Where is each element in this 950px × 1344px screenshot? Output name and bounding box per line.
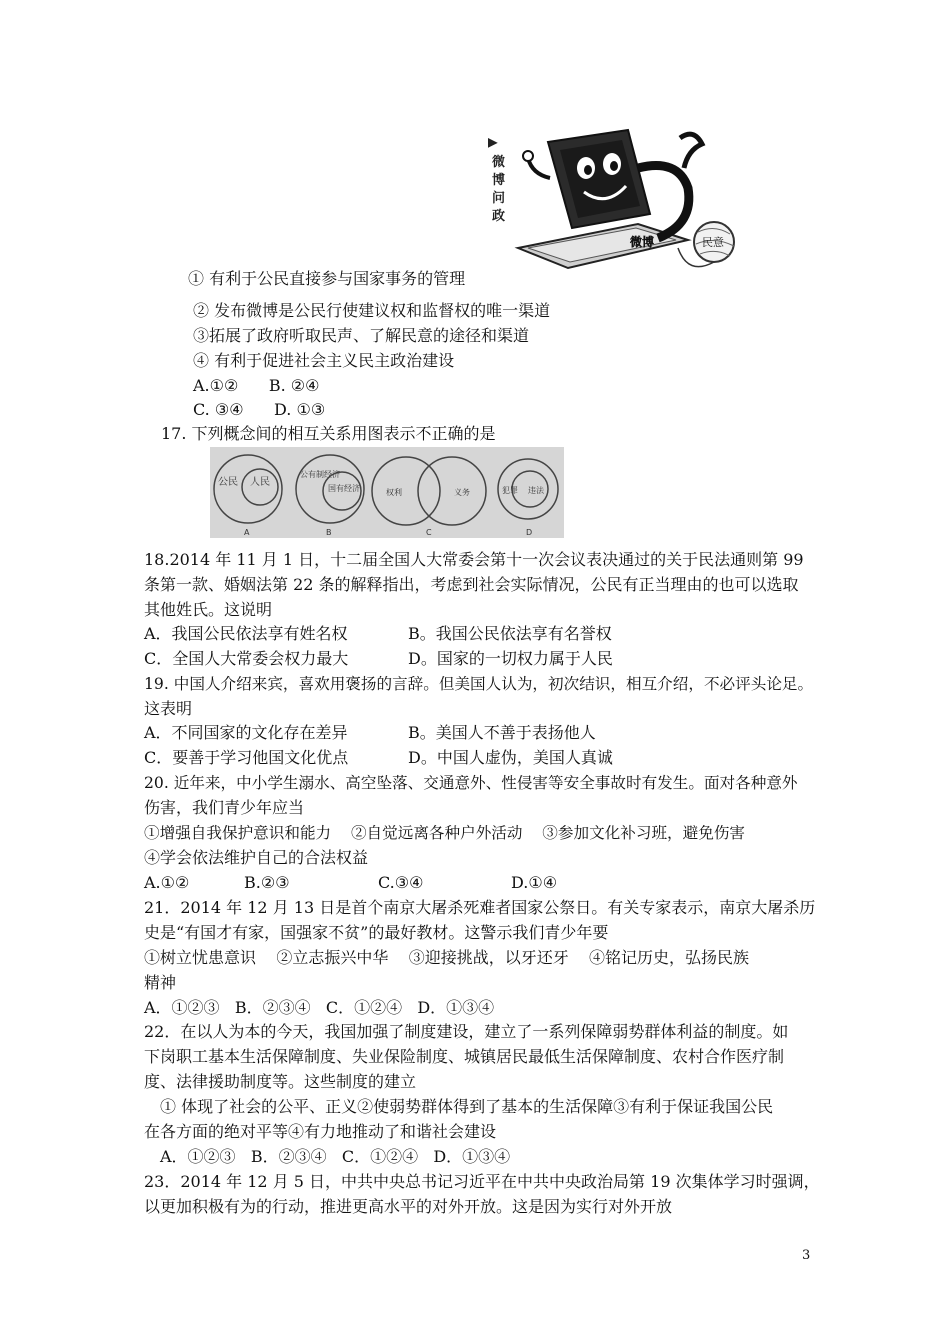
q19-line-1: 19. 中国人介绍来宾，喜欢用褒扬的言辞。但美国人认为，初次结识，相互介绍，不必评头论足。 bbox=[144, 675, 814, 693]
q20-line-4: ④学会依法维护自己的合法权益 bbox=[144, 848, 369, 867]
diagram-b-outer-label: 公有制经济 bbox=[300, 470, 340, 479]
q16-choices-cd: C. ③④ D. ①③ bbox=[193, 400, 326, 419]
q19-line-2: 这表明 bbox=[144, 699, 193, 718]
q18-line-1: 18.2014 年 11 月 1 日，十二届全国人大常委会第十一次会议表决通过的关于民法通则第 99 bbox=[144, 550, 804, 569]
page-number: 3 bbox=[802, 1248, 811, 1263]
q22-choices: A．①②③ B．②③④ C．①②④ D．①③④ bbox=[160, 1147, 511, 1166]
weibo-politics-cartoon bbox=[488, 128, 740, 278]
q20-option-d: D.①④ bbox=[511, 873, 558, 892]
diagram-d-letter: D bbox=[526, 528, 533, 537]
q19-option-d: D。中国人虚伪，美国人真诚 bbox=[408, 748, 613, 767]
q16-option-2: ② 发布微博是公民行使建议权和监督权的唯一渠道 bbox=[193, 301, 551, 320]
q16-option-3: ③拓展了政府听取民声、了解民意的途径和渠道 bbox=[193, 326, 530, 345]
q21-line-2: 史是“有国才有家，国强家不贫”的最好教材。这警示我们青少年要 bbox=[144, 923, 609, 942]
q18-line-3: 其他姓氏。这说明 bbox=[144, 600, 273, 619]
svg-text:微: 微 bbox=[492, 155, 506, 170]
diagram-a-letter: A bbox=[244, 528, 250, 537]
q22-line-3: 度、法律援助制度等。这些制度的建立 bbox=[144, 1072, 417, 1091]
svg-text:博: 博 bbox=[492, 173, 506, 188]
q23-line-1: 23．2014 年 12 月 5 日，中共中央总书记习近平在中共中央政治局第 19 次集体学习时强调， bbox=[144, 1172, 820, 1191]
q22-line-5: 在各方面的绝对平等④有力地推动了和谐社会建设 bbox=[144, 1122, 497, 1141]
q19-option-a: A．不同国家的文化存在差异 bbox=[144, 723, 348, 742]
q16-choices-ab: A.①② B. ②④ bbox=[193, 376, 320, 395]
q22-line-4: ① 体现了社会的公平、正义②使弱势群体得到了基本的生活保障③有利于保证我国公民 bbox=[160, 1097, 774, 1116]
q22-line-1: 22．在以人为本的今天，我国加强了制度建设，建立了一系列保障弱势群体利益的制度。如 bbox=[144, 1022, 789, 1041]
q23-line-2: 以更加积极有为的行动，推进更高水平的对外开放。这是因为实行对外开放 bbox=[144, 1197, 673, 1216]
q21-line-4: 精神 bbox=[144, 973, 177, 992]
diagram-b-inner-label: 国有经济 bbox=[328, 484, 360, 493]
svg-text:政: 政 bbox=[492, 209, 506, 224]
q20-option-a: A.①② bbox=[144, 873, 190, 892]
concept-relationship-diagram bbox=[210, 447, 564, 538]
cartoon-weibo-label: 微博 bbox=[630, 235, 655, 249]
q20-option-b: B.②③ bbox=[244, 873, 290, 892]
q22-line-2: 下岗职工基本生活保障制度、失业保险制度、城镇居民最低生活保障制度、农村合作医疗制 bbox=[144, 1047, 785, 1066]
diagram-a-inner-label: 人民 bbox=[250, 477, 270, 488]
q18-option-b: B。我国公民依法享有名誉权 bbox=[408, 624, 612, 643]
cartoon-side-label bbox=[492, 154, 505, 224]
diagram-b-letter: B bbox=[326, 528, 332, 537]
q20-line-3: ①增强自我保护意识和能力 ②自觉远离各种户外活动 ③参加文化补习班，避免伤害 bbox=[144, 824, 746, 842]
diagram-c-left-label: 权利 bbox=[386, 488, 402, 497]
diagram-d-outer-label: 犯罪 bbox=[502, 486, 518, 495]
svg-text:问: 问 bbox=[492, 191, 506, 206]
q18-option-d: D。国家的一切权力属于人民 bbox=[408, 649, 613, 668]
q21-line-3: ①树立忧患意识 ②立志振兴中华 ③迎接挑战，以牙还牙 ④铭记历史，弘扬民族 bbox=[144, 948, 750, 967]
q21-line-1: 21．2014 年 12 月 13 日是首个南京大屠杀死难者国家公祭日。有关专家表示，南京大屠杀历 bbox=[144, 898, 816, 917]
q20-option-c: C.③④ bbox=[378, 873, 424, 892]
cartoon-minyi-label: 民意 bbox=[702, 236, 724, 249]
diagram-d-inner-label: 违法 bbox=[528, 486, 544, 495]
q18-option-a: A．我国公民依法享有姓名权 bbox=[144, 624, 348, 643]
cartoon-side-text: ▶ bbox=[488, 135, 498, 149]
q16-option-4: ④ 有利于促进社会主义民主政治建设 bbox=[193, 351, 455, 370]
diagram-c-right-label: 义务 bbox=[454, 488, 470, 497]
q19-option-c: C．要善于学习他国文化优点 bbox=[144, 748, 349, 767]
diagram-a-outer-label: 公民 bbox=[218, 477, 238, 488]
q18-line-2: 条第一款、婚姻法第 22 条的解释指出，考虑到社会实际情况，公民有正当理由的也可以选取 bbox=[144, 575, 799, 594]
q18-option-c: C．全国人大常委会权力最大 bbox=[144, 649, 349, 668]
diagram-c-letter: C bbox=[426, 528, 432, 537]
q20-line-2: 伤害，我们青少年应当 bbox=[144, 798, 305, 817]
q16-option-1: ① 有利于公民直接参与国家事务的管理 bbox=[188, 269, 466, 288]
q21-choices: A．①②③ B．②③④ C．①②④ D．①③④ bbox=[144, 998, 495, 1017]
q17-stem: 17. 下列概念间的相互关系用图表示不正确的是 bbox=[161, 424, 496, 443]
q19-option-b: B。美国人不善于表扬他人 bbox=[408, 723, 596, 742]
q20-line-1: 20. 近年来，中小学生溺水、高空坠落、交通意外、性侵害等安全事故时有发生。面对各种意外 bbox=[144, 774, 798, 792]
